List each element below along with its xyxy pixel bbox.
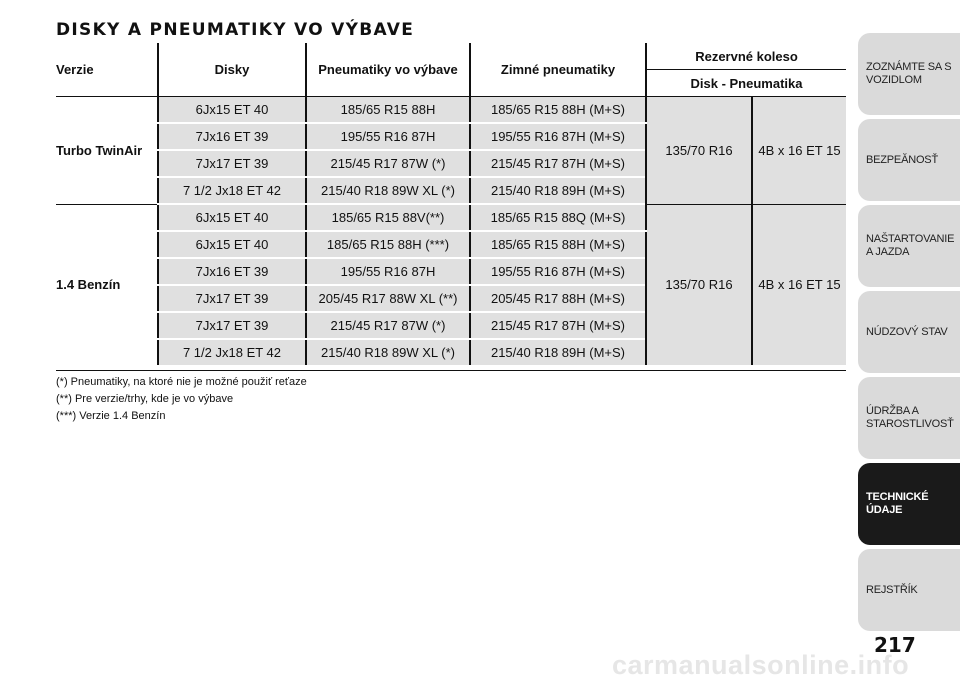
tyre-cell: 195/55 R16 87H (306, 258, 470, 285)
winter-cell: 185/65 R15 88H (M+S) (470, 97, 646, 124)
winter-cell: 185/65 R15 88H (M+S) (470, 231, 646, 258)
table-row (56, 97, 846, 124)
header-disky: Disky (158, 43, 306, 97)
wheels-tyres-table (56, 43, 846, 365)
reserve-tyre-cell: 135/70 R16 (646, 97, 752, 205)
tyre-cell: 185/65 R15 88H (306, 97, 470, 124)
tyre-cell: 215/40 R18 89W XL (*) (306, 177, 470, 204)
header-pneumatiky: Pneumatiky vo výbave (306, 43, 470, 97)
version-cell: Turbo TwinAir (56, 97, 158, 205)
disk-cell: 7Jx16 ET 39 (158, 123, 306, 150)
reserve-disk-cell: 4B x 16 ET 15 (752, 204, 846, 365)
page-number: 217 (874, 633, 916, 657)
tyre-cell: 185/65 R15 88V(**) (306, 204, 470, 231)
winter-cell: 215/45 R17 87H (M+S) (470, 150, 646, 177)
page-title: DISKY A PNEUMATIKY VO VÝBAVE (56, 20, 415, 40)
header-zimne: Zimné pneumatiky (470, 43, 646, 97)
winter-cell: 205/45 R17 88H (M+S) (470, 285, 646, 312)
winter-cell: 215/40 R18 89H (M+S) (470, 177, 646, 204)
tyre-cell: 205/45 R17 88W XL (**) (306, 285, 470, 312)
watermark: carmanualsonline.info (612, 650, 910, 680)
header-disk-pneumatika: Disk - Pneumatika (646, 70, 846, 97)
disk-cell: 7Jx17 ET 39 (158, 312, 306, 339)
winter-cell: 215/45 R17 87H (M+S) (470, 312, 646, 339)
winter-cell: 185/65 R15 88Q (M+S) (470, 204, 646, 231)
winter-cell: 195/55 R16 87H (M+S) (470, 123, 646, 150)
tab-technicke-udaje[interactable]: TECHNICKÉ ÚDAJE (858, 463, 960, 545)
winter-cell: 215/40 R18 89H (M+S) (470, 339, 646, 365)
tyre-cell: 215/45 R17 87W (*) (306, 312, 470, 339)
tab-bezpecnost[interactable]: BEZPEĂNOSŤ (858, 119, 960, 201)
header-verzie: Verzie (56, 62, 94, 77)
version-cell: 1.4 Benzín (56, 204, 158, 365)
reserve-disk-cell: 4B x 16 ET 15 (752, 97, 846, 205)
tab-nastartovanie[interactable]: NAŠTARTOVANIE A JAZDA (858, 205, 960, 287)
tab-nudzovy-stav[interactable]: NÚDZOVÝ STAV (858, 291, 960, 373)
disk-cell: 6Jx15 ET 40 (158, 204, 306, 231)
tab-udrzba[interactable]: ÚDRŽBA A STAROSTLIVOSŤ (858, 377, 960, 459)
table-body (56, 97, 846, 366)
disk-cell: 6Jx15 ET 40 (158, 97, 306, 124)
table-row (56, 204, 846, 231)
disk-cell: 6Jx15 ET 40 (158, 231, 306, 258)
disk-cell: 7Jx17 ET 39 (158, 150, 306, 177)
tyre-cell: 185/65 R15 88H (***) (306, 231, 470, 258)
footnote: (***) Verzie 1.4 Benzín (56, 410, 166, 422)
tyre-cell: 215/40 R18 89W XL (*) (306, 339, 470, 365)
footnote: (**) Pre verzie/trhy, kde je vo výbave (56, 393, 234, 405)
tyre-cell: 195/55 R16 87H (306, 123, 470, 150)
footnote: (*) Pneumatiky, na ktoré nie je možné použiť reťaze (56, 376, 307, 388)
header-rezervne: Rezervné koleso (646, 43, 846, 70)
footnotes (56, 374, 307, 425)
table-bottom-rule (56, 370, 846, 371)
disk-cell: 7Jx16 ET 39 (158, 258, 306, 285)
reserve-tyre-cell: 135/70 R16 (646, 204, 752, 365)
winter-cell: 195/55 R16 87H (M+S) (470, 258, 646, 285)
tab-zoznamte-sa[interactable]: ZOZNÁMTE SA S VOZIDLOM (858, 33, 960, 115)
disk-cell: 7 1/2 Jx18 ET 42 (158, 177, 306, 204)
tab-rejstrik[interactable]: REJSTŘÍK (858, 549, 960, 631)
disk-cell: 7 1/2 Jx18 ET 42 (158, 339, 306, 365)
disk-cell: 7Jx17 ET 39 (158, 285, 306, 312)
tyre-cell: 215/45 R17 87W (*) (306, 150, 470, 177)
